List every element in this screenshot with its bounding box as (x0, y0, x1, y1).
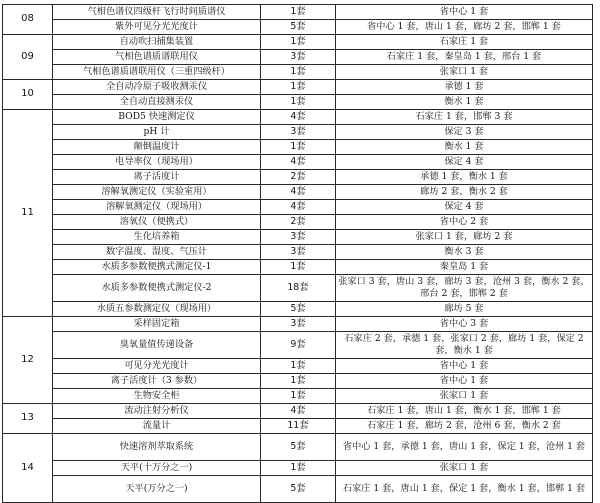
quantity-cell: 4套 (261, 404, 336, 419)
table-row (3, 65, 593, 80)
table-row (3, 185, 593, 200)
distribution-cell: 张家口 1 套 (336, 389, 593, 404)
table-row (3, 95, 593, 110)
quantity-cell: 5套 (261, 434, 336, 461)
table-row (3, 359, 593, 374)
table-row (3, 230, 593, 245)
distribution-cell: 石家庄 1 套，秦皇岛 1 套，邢台 1 套 (336, 50, 593, 65)
quantity-cell: 1套 (261, 461, 336, 476)
table-row (3, 332, 593, 359)
quantity-cell: 4套 (261, 110, 336, 125)
distribution-cell: 秦皇岛 1 套 (336, 260, 593, 275)
quantity-cell: 4套 (261, 155, 336, 170)
equipment-name-cell: 臭氧量值传递设备 (53, 332, 261, 359)
table-row (3, 260, 593, 275)
table-row (3, 245, 593, 260)
distribution-cell: 保定 3 套 (336, 125, 593, 140)
table-row (3, 419, 593, 434)
quantity-cell: 3套 (261, 230, 336, 245)
distribution-cell: 张家口 1 套 (336, 65, 593, 80)
quantity-cell: 1套 (261, 359, 336, 374)
equipment-name-cell: 气相色谱仪四级杆飞行时间质谱仪 (53, 5, 261, 20)
table-body (3, 5, 593, 503)
equipment-name-cell: 快速溶剂萃取系统 (53, 434, 261, 461)
equipment-name-cell: 水质多参数便携式测定仪-1 (53, 260, 261, 275)
group-number-cell: 08 (3, 5, 53, 35)
table-row (3, 200, 593, 215)
distribution-cell: 省中心 2 套 (336, 215, 593, 230)
equipment-name-cell: 溶氧仪（便携式） (53, 215, 261, 230)
distribution-cell: 衡水 1 套 (336, 140, 593, 155)
table-row (3, 125, 593, 140)
equipment-distribution-table (2, 4, 593, 503)
equipment-name-cell: pH 计 (53, 125, 261, 140)
distribution-cell: 承德 1 套，衡水 1 套 (336, 170, 593, 185)
distribution-cell: 省中心 1 套，承德 1 套，唐山 1 套，保定 1 套，沧州 1 套 (336, 434, 593, 461)
quantity-cell: 1套 (261, 140, 336, 155)
table-row (3, 317, 593, 332)
distribution-cell: 廊坊 5 套 (336, 302, 593, 317)
table-row (3, 80, 593, 95)
quantity-cell: 1套 (261, 65, 336, 80)
table-row (3, 404, 593, 419)
distribution-cell: 石家庄 1 套 (336, 35, 593, 50)
equipment-name-cell: 全自动直接测汞仪 (53, 95, 261, 110)
quantity-cell: 11套 (261, 419, 336, 434)
table-row (3, 389, 593, 404)
equipment-name-cell: 天平(十万分之一) (53, 461, 261, 476)
table-row (3, 434, 593, 461)
equipment-name-cell: 水质五参数测定仪（现场用） (53, 302, 261, 317)
quantity-cell: 2套 (261, 215, 336, 230)
distribution-cell: 石家庄 1 套，邯郸 3 套 (336, 110, 593, 125)
equipment-name-cell: 溶解氧测定仪（现场用） (53, 200, 261, 215)
distribution-cell: 张家口 1 套，廊坊 2 套 (336, 230, 593, 245)
distribution-cell: 张家口 1 套 (336, 461, 593, 476)
equipment-name-cell: 气相色谱质谱联用仪 (53, 50, 261, 65)
distribution-cell: 保定 4 套 (336, 200, 593, 215)
table-row (3, 461, 593, 476)
equipment-name-cell: 可见分光光度计 (53, 359, 261, 374)
table-row (3, 140, 593, 155)
quantity-cell: 1套 (261, 5, 336, 20)
distribution-cell: 省中心 3 套 (336, 317, 593, 332)
distribution-cell: 省中心 1 套 (336, 374, 593, 389)
group-number-cell: 09 (3, 35, 53, 80)
equipment-distribution-table-page (2, 4, 592, 503)
table-row (3, 374, 593, 389)
quantity-cell: 4套 (261, 200, 336, 215)
equipment-name-cell: 生物安全柜 (53, 389, 261, 404)
quantity-cell: 4套 (261, 185, 336, 200)
distribution-cell: 石家庄 1 套，廊坊 2 套，沧州 6 套，衡水 2 套 (336, 419, 593, 434)
quantity-cell: 5套 (261, 20, 336, 35)
equipment-name-cell: BOD5 快速测定仪 (53, 110, 261, 125)
quantity-cell: 1套 (261, 35, 336, 50)
quantity-cell: 1套 (261, 260, 336, 275)
distribution-cell: 石家庄 1 套，唐山 1 套，衡水 1 套，邯郸 1 套 (336, 404, 593, 419)
table-row (3, 50, 593, 65)
quantity-cell: 3套 (261, 245, 336, 260)
distribution-cell: 张家口 3 套，唐山 3 套，廊坊 3 套，沧州 3 套，衡水 2 套，邢台 2 套，邯郸 2 套 (336, 275, 593, 302)
table-row (3, 20, 593, 35)
distribution-cell: 省中心 1 套 (336, 5, 593, 20)
group-number-cell: 12 (3, 317, 53, 404)
quantity-cell: 1套 (261, 374, 336, 389)
quantity-cell: 5套 (261, 302, 336, 317)
distribution-cell: 衡水 1 套 (336, 95, 593, 110)
equipment-name-cell: 溶解氧测定仪（实验室用） (53, 185, 261, 200)
equipment-name-cell: 生化培养箱 (53, 230, 261, 245)
table-row (3, 155, 593, 170)
group-number-cell: 14 (3, 434, 53, 503)
table-row (3, 110, 593, 125)
quantity-cell: 1套 (261, 95, 336, 110)
equipment-name-cell: 天平(万分之一) (53, 476, 261, 503)
equipment-name-cell: 自动吹扫捕集装置 (53, 35, 261, 50)
table-row (3, 476, 593, 503)
quantity-cell: 1套 (261, 80, 336, 95)
quantity-cell: 9套 (261, 332, 336, 359)
distribution-cell: 石家庄 2 套，承德 1 套，张家口 2 套，廊坊 1 套，保定 2 套，衡水 1 套 (336, 332, 593, 359)
quantity-cell: 3套 (261, 50, 336, 65)
equipment-name-cell: 全自动冷原子吸收测汞仪 (53, 80, 261, 95)
distribution-cell: 衡水 3 套 (336, 245, 593, 260)
distribution-cell: 承德 1 套 (336, 80, 593, 95)
distribution-cell: 省中心 1 套 (336, 359, 593, 374)
quantity-cell: 2套 (261, 170, 336, 185)
group-number-cell: 11 (3, 110, 53, 317)
equipment-name-cell: 离子活度计 (53, 170, 261, 185)
distribution-cell: 廊坊 2 套，衡水 2 套 (336, 185, 593, 200)
equipment-name-cell: 采样固定箱 (53, 317, 261, 332)
distribution-cell: 保定 4 套 (336, 155, 593, 170)
table-row (3, 170, 593, 185)
equipment-name-cell: 电导率仪（现场用） (53, 155, 261, 170)
quantity-cell: 1套 (261, 389, 336, 404)
equipment-name-cell: 紫外可见分光光度计 (53, 20, 261, 35)
equipment-name-cell: 离子活度计（3 参数） (53, 374, 261, 389)
table-row (3, 5, 593, 20)
group-number-cell: 10 (3, 80, 53, 110)
quantity-cell: 18套 (261, 275, 336, 302)
equipment-name-cell: 数字温度、湿度、气压计 (53, 245, 261, 260)
table-row (3, 215, 593, 230)
equipment-name-cell: 气相色谱质谱联用仪（三重四级杆） (53, 65, 261, 80)
table-row (3, 302, 593, 317)
group-number-cell: 13 (3, 404, 53, 434)
equipment-name-cell: 颠倒温度计 (53, 140, 261, 155)
quantity-cell: 3套 (261, 317, 336, 332)
table-row (3, 35, 593, 50)
table-row (3, 275, 593, 302)
quantity-cell: 3套 (261, 125, 336, 140)
equipment-name-cell: 流量计 (53, 419, 261, 434)
distribution-cell: 石家庄 1 套，唐山 1 套，保定 1 套，衡水 1 套，邯郸 1 套 (336, 476, 593, 503)
equipment-name-cell: 流动注射分析仪 (53, 404, 261, 419)
equipment-name-cell: 水质多参数便携式测定仪-2 (53, 275, 261, 302)
distribution-cell: 省中心 1 套，唐山 1 套，廊坊 2 套，邯郸 1 套 (336, 20, 593, 35)
quantity-cell: 5套 (261, 476, 336, 503)
